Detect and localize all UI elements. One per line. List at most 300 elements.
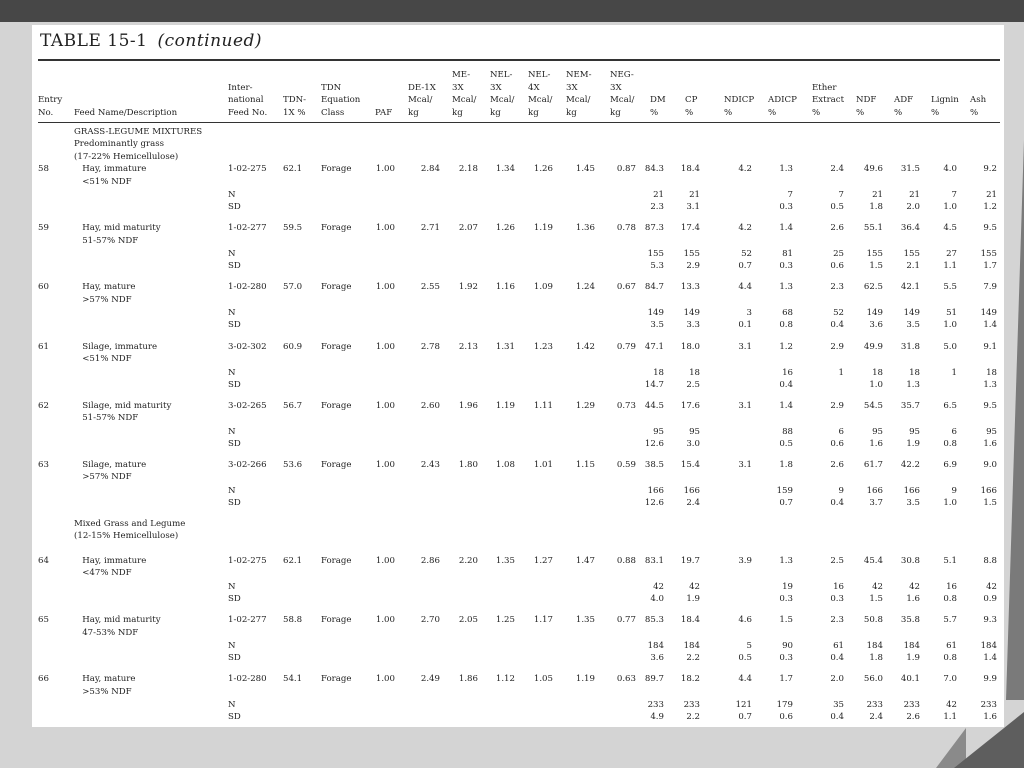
- sd-adicp: 0.4: [779, 379, 793, 390]
- value-de: 2.70: [420, 615, 440, 626]
- sd-ee: 0.4: [830, 712, 844, 723]
- sd-cp: 2.2: [686, 712, 700, 723]
- value-ee: 2.9: [830, 400, 844, 411]
- intl-feed-no: 1-02-275: [228, 556, 267, 566]
- value-adicp: 1.7: [779, 674, 793, 685]
- feed-name: Hay, immature <47% NDF: [82, 556, 147, 579]
- value-nel3: 1.08: [495, 459, 515, 470]
- value-nel3: 1.12: [495, 674, 515, 685]
- sd-adicp: 0.5: [779, 438, 793, 449]
- value-nel3: 1.25: [495, 615, 515, 626]
- sd-ndicp: 0.5: [738, 653, 752, 664]
- value-ndicp: 4.4: [738, 674, 752, 685]
- value-nem: 1.24: [575, 282, 595, 293]
- n-cp: 166: [683, 485, 700, 496]
- value-de: 2.60: [420, 400, 440, 411]
- n-ndf: 184: [866, 641, 883, 652]
- sd-adicp: 0.6: [779, 712, 793, 723]
- n-ndf: 42: [872, 582, 883, 592]
- entry-number: 61: [38, 341, 49, 352]
- tdn-value: 53.6: [283, 459, 303, 470]
- value-paf: 1.00: [375, 282, 395, 293]
- sd-adf: 1.3: [906, 379, 920, 390]
- n-adf: 166: [903, 485, 920, 496]
- value-nel4: 1.01: [533, 459, 553, 470]
- sd-adf: 3.5: [906, 497, 920, 508]
- sd-ndf: 1.8: [869, 653, 883, 664]
- n-adicp: 16: [782, 367, 793, 378]
- n-ndf: 166: [866, 485, 883, 496]
- n-ash: 155: [980, 249, 997, 260]
- value-nel3: 1.34: [495, 164, 515, 175]
- n-ee: 35: [833, 700, 844, 711]
- header-nel3: NEL- 3X Mcal/ kg: [490, 70, 515, 118]
- sd-label: SD: [228, 261, 241, 272]
- n-ee: 61: [833, 641, 844, 652]
- sd-dm: 5.3: [650, 261, 664, 272]
- n-cp: 149: [683, 308, 700, 319]
- sd-adf: 3.5: [906, 320, 920, 331]
- intl-feed-no: 1-02-280: [228, 282, 267, 293]
- value-paf: 1.00: [375, 556, 395, 566]
- value-ee: 2.3: [830, 282, 844, 293]
- feed-name: Hay, mid maturity 47-53% NDF: [82, 615, 161, 638]
- header-paf: PAF: [375, 107, 393, 118]
- tdn-value: 56.7: [283, 400, 303, 411]
- tdn-value: 58.8: [283, 615, 303, 626]
- entry-number: 65: [38, 615, 49, 626]
- value-ndicp: 3.1: [738, 459, 752, 470]
- value-adf: 36.4: [900, 223, 920, 234]
- n-adf: 21: [909, 190, 920, 201]
- intl-feed-no: 1-02-277: [228, 615, 267, 626]
- n-ash: 184: [980, 641, 997, 652]
- slide-top-bar: [0, 0, 1024, 22]
- value-ndicp: 4.2: [738, 164, 752, 175]
- n-ash: 95: [986, 426, 997, 437]
- n-ndicp: 5: [746, 641, 752, 652]
- value-adicp: 1.4: [779, 400, 793, 411]
- n-lig: 42: [946, 700, 957, 711]
- header-nel4: NEL- 4X Mcal/ kg: [528, 70, 553, 118]
- sd-ee: 0.4: [830, 653, 844, 664]
- value-de: 2.49: [420, 674, 440, 685]
- value-ndicp: 4.6: [738, 615, 752, 626]
- n-ee: 7: [838, 190, 844, 201]
- value-ee: 2.5: [830, 556, 844, 566]
- n-ndicp: 3: [746, 308, 752, 319]
- value-ee: 2.6: [830, 459, 844, 470]
- value-adicp: 1.3: [779, 164, 793, 175]
- tdn-value: 54.1: [283, 674, 303, 685]
- n-ndf: 155: [866, 249, 883, 260]
- sd-dm: 12.6: [644, 438, 664, 449]
- value-me: 2.18: [458, 164, 478, 175]
- value-nem: 1.45: [575, 164, 595, 175]
- header-nem: NEM- 3X Mcal/ kg: [566, 70, 592, 118]
- n-cp: 42: [689, 582, 700, 592]
- header-me: ME- 3X Mcal/ kg: [452, 70, 477, 118]
- value-dm: 47.1: [644, 341, 664, 352]
- sd-ash: 1.2: [983, 202, 997, 213]
- section-heading: Mixed Grass and Legume (12-15% Hemicellulose): [74, 518, 186, 542]
- n-dm: 149: [647, 308, 664, 319]
- value-nem: 1.29: [575, 400, 595, 411]
- header-intl: Inter- national Feed No.: [228, 82, 268, 118]
- n-adicp: 81: [782, 249, 793, 260]
- sd-lig: 1.0: [943, 202, 957, 213]
- n-lig: 51: [946, 308, 957, 319]
- sd-dm: 12.6: [644, 497, 664, 508]
- n-lig: 7: [951, 190, 957, 201]
- n-lig: 6: [951, 426, 957, 437]
- value-ndicp: 3.1: [738, 341, 752, 352]
- n-adicp: 159: [776, 485, 793, 496]
- value-lig: 6.5: [943, 400, 957, 411]
- sd-lig: 1.0: [943, 497, 957, 508]
- n-ndf: 21: [872, 190, 883, 201]
- sd-dm: 2.3: [650, 202, 664, 213]
- value-adicp: 1.4: [779, 223, 793, 234]
- value-nel4: 1.05: [533, 674, 553, 685]
- value-cp: 13.3: [680, 282, 700, 293]
- sd-ndicp: 0.1: [738, 320, 752, 331]
- value-paf: 1.00: [375, 674, 395, 685]
- sd-cp: 2.9: [686, 261, 700, 272]
- value-nel3: 1.26: [495, 223, 515, 234]
- sd-dm: 3.6: [650, 653, 664, 664]
- sd-lig: 1.1: [943, 261, 957, 272]
- value-de: 2.78: [420, 341, 440, 352]
- value-lig: 4.0: [943, 164, 957, 175]
- sd-ndf: 2.4: [869, 712, 883, 723]
- value-neg: 0.67: [616, 282, 636, 293]
- value-me: 2.05: [458, 615, 478, 626]
- sd-cp: 3.3: [686, 320, 700, 331]
- feed-name: Hay, mature >57% NDF: [82, 282, 136, 305]
- n-label: N: [228, 249, 236, 260]
- n-adf: 18: [909, 367, 920, 378]
- sd-ash: 1.4: [983, 653, 997, 664]
- value-ndf: 61.7: [863, 459, 883, 470]
- value-neg: 0.77: [616, 615, 636, 626]
- n-dm: 18: [653, 367, 664, 378]
- sd-adf: 2.0: [906, 202, 920, 213]
- header-cp: CP %: [685, 95, 698, 118]
- sd-ndicp: 0.7: [738, 261, 752, 272]
- value-adf: 35.8: [900, 615, 920, 626]
- sd-ash: 0.9: [983, 594, 997, 604]
- value-neg: 0.87: [616, 164, 636, 175]
- value-de: 2.86: [420, 556, 440, 566]
- n-ash: 21: [986, 190, 997, 201]
- n-adf: 95: [909, 426, 920, 437]
- header-feed: Feed Name/Description: [74, 107, 178, 118]
- value-nel3: 1.31: [495, 341, 515, 352]
- value-de: 2.43: [420, 459, 440, 470]
- value-neg: 0.63: [616, 674, 636, 685]
- value-nel4: 1.27: [533, 556, 553, 566]
- value-ash: 9.5: [983, 223, 997, 234]
- feed-name: Silage, immature <51% NDF: [82, 341, 158, 364]
- table-title: [40, 31, 262, 51]
- sd-ndf: 3.6: [869, 320, 883, 331]
- n-cp: 184: [683, 641, 700, 652]
- n-cp: 155: [683, 249, 700, 260]
- value-ndf: 50.8: [863, 615, 883, 626]
- value-de: 2.84: [420, 164, 440, 175]
- value-adf: 40.1: [900, 674, 920, 685]
- n-lig: 27: [946, 249, 957, 260]
- value-nel4: 1.19: [533, 223, 553, 234]
- tdn-value: 60.9: [283, 341, 303, 352]
- equation-class: Forage: [321, 223, 352, 234]
- value-dm: 85.3: [644, 615, 664, 626]
- value-ee: 2.0: [830, 674, 844, 685]
- n-cp: 95: [689, 426, 700, 437]
- value-paf: 1.00: [375, 223, 395, 234]
- value-me: 1.92: [458, 282, 478, 293]
- n-ndf: 95: [872, 426, 883, 437]
- value-ndf: 62.5: [863, 282, 883, 293]
- tdn-value: 57.0: [283, 282, 303, 293]
- value-adf: 42.2: [900, 459, 920, 470]
- n-ash: 18: [986, 367, 997, 378]
- value-nem: 1.15: [575, 459, 595, 470]
- value-nem: 1.35: [575, 615, 595, 626]
- n-dm: 155: [647, 249, 664, 260]
- value-ndf: 49.6: [863, 164, 883, 175]
- entry-number: 64: [38, 556, 49, 566]
- n-label: N: [228, 308, 236, 319]
- header-lignin: Lignin %: [931, 95, 959, 118]
- value-ee: 2.4: [830, 164, 844, 175]
- n-lig: 1: [951, 367, 957, 378]
- sd-dm: 4.0: [650, 594, 664, 604]
- n-ee: 16: [833, 582, 844, 592]
- value-ash: 8.8: [983, 556, 997, 566]
- n-ee: 25: [833, 249, 844, 260]
- table-number: TABLE 15-1: [40, 31, 148, 51]
- n-label: N: [228, 641, 236, 652]
- sd-dm: 3.5: [650, 320, 664, 331]
- value-ash: 9.2: [983, 164, 997, 175]
- value-neg: 0.88: [616, 556, 636, 566]
- value-lig: 5.7: [943, 615, 957, 626]
- value-dm: 87.3: [644, 223, 664, 234]
- sd-ash: 1.4: [983, 320, 997, 331]
- n-lig: 61: [946, 641, 957, 652]
- entry-number: 62: [38, 400, 49, 411]
- value-adicp: 1.3: [779, 282, 793, 293]
- value-cp: 17.6: [680, 400, 700, 411]
- equation-class: Forage: [321, 556, 352, 566]
- n-ndf: 18: [872, 367, 883, 378]
- entry-number: 58: [38, 164, 49, 175]
- value-nel3: 1.16: [495, 282, 515, 293]
- feed-name: Hay, immature <51% NDF: [82, 164, 147, 187]
- n-ash: 166: [980, 485, 997, 496]
- n-ndicp: 121: [735, 700, 752, 711]
- value-ndicp: 3.1: [738, 400, 752, 411]
- sd-adf: 1.6: [906, 594, 920, 604]
- sd-label: SD: [228, 497, 241, 508]
- value-me: 1.96: [458, 400, 478, 411]
- n-ee: 52: [833, 308, 844, 319]
- sd-cp: 2.2: [686, 653, 700, 664]
- value-adf: 42.1: [900, 282, 920, 293]
- sd-lig: 0.8: [943, 653, 957, 664]
- entry-number: 63: [38, 459, 49, 470]
- table-page: [32, 25, 1004, 727]
- value-adicp: 1.8: [779, 459, 793, 470]
- sd-adicp: 0.8: [779, 320, 793, 331]
- value-nel4: 1.23: [533, 341, 553, 352]
- n-ndicp: 52: [741, 249, 752, 260]
- value-paf: 1.00: [375, 615, 395, 626]
- value-lig: 5.5: [943, 282, 957, 293]
- header-tdneq: TDN Equation Class: [321, 82, 361, 118]
- value-lig: 6.9: [943, 459, 957, 470]
- sd-adicp: 0.3: [779, 202, 793, 213]
- sd-ee: 0.5: [830, 202, 844, 213]
- value-adicp: 1.5: [779, 615, 793, 626]
- value-nem: 1.42: [575, 341, 595, 352]
- value-nem: 1.47: [575, 556, 595, 566]
- value-dm: 38.5: [644, 459, 664, 470]
- value-neg: 0.73: [616, 400, 636, 411]
- value-paf: 1.00: [375, 400, 395, 411]
- n-lig: 9: [951, 485, 957, 496]
- sd-lig: 0.8: [943, 438, 957, 449]
- value-lig: 4.5: [943, 223, 957, 234]
- intl-feed-no: 1-02-277: [228, 223, 267, 234]
- n-ee: 1: [838, 367, 844, 378]
- sd-label: SD: [228, 653, 241, 664]
- header-ether: Ether Extract %: [812, 82, 845, 118]
- header-dm: DM %: [650, 95, 666, 118]
- n-ee: 6: [838, 426, 844, 437]
- value-adf: 30.8: [900, 556, 920, 566]
- n-adicp: 88: [782, 426, 793, 437]
- value-nem: 1.19: [575, 674, 595, 685]
- sd-ndf: 3.7: [869, 497, 883, 508]
- n-label: N: [228, 582, 236, 592]
- n-dm: 233: [647, 700, 664, 711]
- n-cp: 21: [689, 190, 700, 201]
- n-lig: 16: [946, 582, 957, 592]
- sd-ndf: 1.5: [869, 261, 883, 272]
- n-adf: 233: [903, 700, 920, 711]
- value-lig: 7.0: [943, 674, 957, 685]
- value-ee: 2.3: [830, 615, 844, 626]
- value-paf: 1.00: [375, 459, 395, 470]
- value-nel4: 1.09: [533, 282, 553, 293]
- value-ndicp: 4.4: [738, 282, 752, 293]
- sd-ndf: 1.8: [869, 202, 883, 213]
- sd-adicp: 0.3: [779, 261, 793, 272]
- header-tdn: TDN- 1X %: [283, 95, 307, 118]
- value-lig: 5.0: [943, 341, 957, 352]
- sd-ee: 0.4: [830, 320, 844, 331]
- sd-cp: 3.1: [686, 202, 700, 213]
- n-ash: 149: [980, 308, 997, 319]
- n-ash: 233: [980, 700, 997, 711]
- n-label: N: [228, 426, 236, 437]
- value-adf: 31.5: [900, 164, 920, 175]
- sd-ash: 1.6: [983, 438, 997, 449]
- n-label: N: [228, 190, 236, 201]
- equation-class: Forage: [321, 615, 352, 626]
- entry-number: 60: [38, 282, 49, 293]
- sd-adicp: 0.3: [779, 594, 793, 604]
- sd-cp: 2.5: [686, 379, 700, 390]
- value-dm: 44.5: [644, 400, 664, 411]
- value-adf: 31.8: [900, 341, 920, 352]
- value-me: 2.07: [458, 223, 478, 234]
- value-neg: 0.59: [616, 459, 636, 470]
- entry-number: 59: [38, 223, 49, 234]
- n-ndf: 233: [866, 700, 883, 711]
- equation-class: Forage: [321, 282, 352, 293]
- sd-adf: 2.1: [906, 261, 920, 272]
- n-dm: 184: [647, 641, 664, 652]
- value-nel4: 1.17: [533, 615, 553, 626]
- value-paf: 1.00: [375, 164, 395, 175]
- n-cp: 18: [689, 367, 700, 378]
- equation-class: Forage: [321, 341, 352, 352]
- sd-label: SD: [228, 712, 241, 723]
- feed-name: Silage, mature >57% NDF: [82, 459, 147, 483]
- n-adicp: 7: [787, 190, 793, 201]
- sd-adf: 2.6: [906, 712, 920, 723]
- header-neg: NEG- 3X Mcal/ kg: [610, 70, 635, 118]
- intl-feed-no: 1-02-275: [228, 164, 267, 175]
- sd-ndf: 1.0: [869, 379, 883, 390]
- sd-ee: 0.3: [830, 594, 844, 604]
- value-cp: 15.4: [680, 459, 700, 470]
- equation-class: Forage: [321, 459, 352, 470]
- n-ee: 9: [838, 485, 844, 496]
- n-label: N: [228, 700, 236, 711]
- value-nel4: 1.11: [533, 400, 553, 411]
- sd-ash: 1.5: [983, 497, 997, 508]
- value-ash: 9.0: [983, 459, 997, 470]
- value-nel3: 1.19: [495, 400, 515, 411]
- header-de: DE-1X Mcal/ kg: [408, 82, 436, 118]
- header-ndf: NDF %: [856, 95, 877, 118]
- n-label: N: [228, 367, 236, 378]
- n-adicp: 179: [776, 700, 793, 711]
- value-ash: 9.1: [983, 341, 997, 352]
- sd-ndf: 1.5: [869, 594, 883, 604]
- value-ash: 9.9: [983, 674, 997, 685]
- header-entry: Entry No.: [38, 95, 63, 118]
- sd-cp: 2.4: [686, 497, 700, 508]
- sd-ee: 0.6: [830, 438, 844, 449]
- value-ndf: 45.4: [863, 556, 883, 566]
- n-adf: 42: [909, 582, 920, 592]
- sd-ndf: 1.6: [869, 438, 883, 449]
- n-adf: 155: [903, 249, 920, 260]
- sd-cp: 1.9: [686, 594, 700, 604]
- intl-feed-no: 1-02-280: [228, 674, 267, 685]
- value-ash: 7.9: [983, 282, 997, 293]
- value-nel3: 1.35: [495, 556, 515, 566]
- tdn-value: 62.1: [283, 556, 303, 566]
- value-adf: 35.7: [900, 400, 920, 411]
- sd-adf: 1.9: [906, 438, 920, 449]
